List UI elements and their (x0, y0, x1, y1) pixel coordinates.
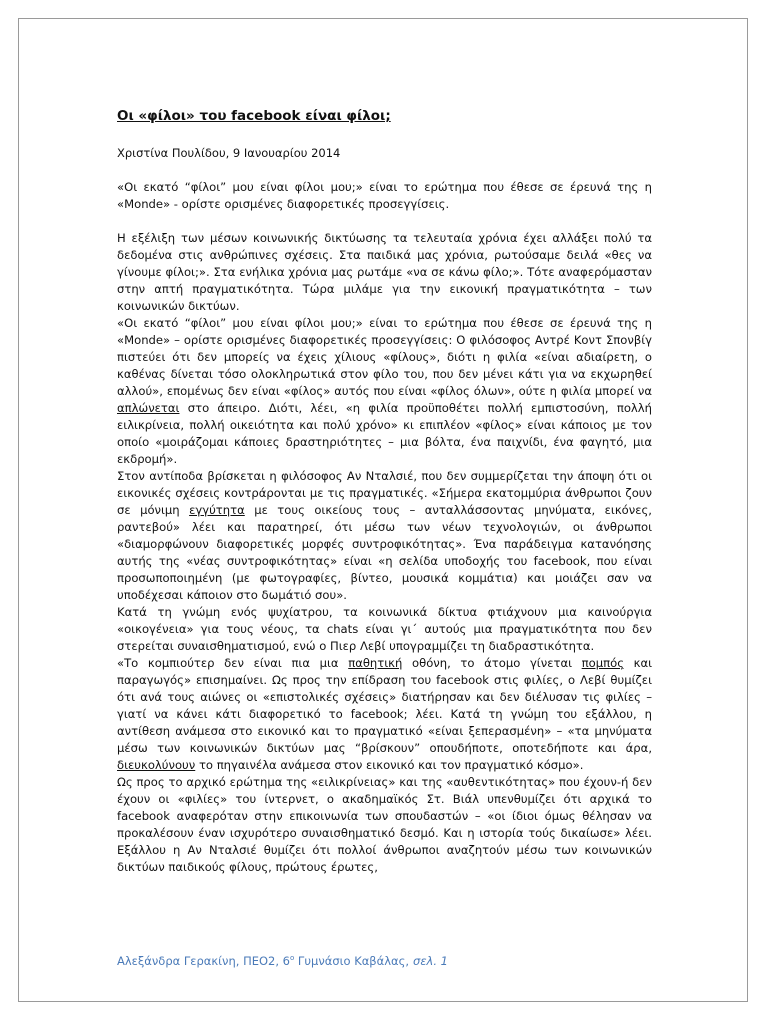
paragraph-5: «Το κομπιούτερ δεν είναι πια μια παθητική οθόνη, το άτομο γίνεται πομπός και παραγωγός» επισημαίνει. Ως προς την επίδραση του facebook στις φιλίες, ο Λεβί θυμίζει ότι ανά τους αιώνες οι «επιστολικές σχέσεις» διατήρησαν και δεν διέλυσαν τις φιλίες – γιατί να κάνει κάτι διαφορετικό το facebook; λέει. Κατά τη γνώμη του εξάλλου, η αντίθεση ανάμεσα στο εικονικό και το πραγματικό «είναι ξεπερασμένη» – «τα μηνύματα μέσω των κοινωνικών δικτύων μας “βρίσκουν” οπουδήποτε, οποτεδήποτε και άρα, διευκολύνουν το πηγαινέλα ανάμεσα στον εικονικό και τον πραγματικό κόσμο». (117, 656, 653, 772)
article-title: Οι «φίλοι» του facebook είναι φίλοι; (117, 108, 391, 124)
underlined-word: διευκολύνουν (117, 758, 196, 772)
page-number: σελ. 1 (413, 954, 448, 968)
article-byline: Χριστίνα Πουλίδου, 9 Ιανουαρίου 2014 (117, 146, 341, 160)
article (117, 106, 652, 876)
paragraph-3: Στον αντίποδα βρίσκεται η φιλόσοφος Αν Νταλσιέ, που δεν συμμερίζεται την άποψη ότι οι εικονικές σχέσεις κοντράρονται με τις πραγματικές. «Σήμερα εκατομμύρια άνθρωποι ζουν σε μόνιμη εγγύτητα με τους οικείους τους – ανταλλάσσοντας μηνύματα, εικόνες, ραντεβού» λέει και παρατηρεί, ότι μέσω των νέων τεχνολογιών, οι άνθρωποι «διαμορφώνουν διαφορετικές μορφές συντροφικότητας». Ένα παράδειγμα κατανόησης αυτής της «νέας συντροφικότητας» είναι «η σελίδα υποδοχής του facebook, που είναι προσωποποιημένη (με φωτογραφίες, βίντεο, μουσικά κομμάτια) και μοιάζει σαν να υποδέχεσαι κάποιον στο δωμάτιό σου». (117, 469, 652, 602)
paragraph-6: Ως προς το αρχικό ερώτημα της «ειλικρίνειας» και της «αυθεντικότητας» που έχουν-ή δεν έχουν οι «φιλίες» του ίντερνετ, ο ακαδημαϊκός Στ. Βιάλ υπενθυμίζει ότι αρχικά το facebook αναφερόταν στην επικοινωνία των σπουδαστών – «οι ίδιοι όμως θέλησαν να προκαλέσουν έναν ισχυρότερο συναισθηματικό δεσμό. Και η ιστορία τούς δικαίωσε» λέει. Εξάλλου η Αν Νταλσιέ θυμίζει ότι πολλοί άνθρωποι αναζητούν μέσω των κοινωνικών δικτύων παιδικούς φίλους, πρώτους έρωτες, (117, 775, 652, 874)
underlined-word: πομπός (581, 656, 624, 670)
underlined-word: εγγύτητα (189, 503, 245, 517)
underlined-word: απλώνεται (117, 401, 180, 415)
paragraph-1: Η εξέλιξη των μέσων κοινωνικής δικτύωσης τα τελευταία χρόνια έχει αλλάξει πολύ τα δεδομένα στις ανθρώπινες σχέσεις. Στα παιδικά μας χρόνια, ρωτούσαμε δειλά «θες να γίνουμε φίλοι;». Στα ενήλικα χρόνια μας ρωτάμε «να σε κάνω φίλο;». Τότε αναφερόμασταν στην απτή πραγματικότητα. Τώρα μιλάμε για την εικονική πραγματικότητα – των κοινωνικών δικτύων. (117, 231, 652, 313)
paragraph-2: «Οι εκατό “φίλοι” μου είναι φίλοι μου;» είναι το ερώτημα που έθεσε σε έρευνά της η «Monde» – ορίστε ορισμένες διαφορετικές προσεγγίσεις: Ο φιλόσοφος Αντρέ Κοντ Σπονβίγ πιστεύει ότι δεν μπορείς να έχεις χίλιους «φίλους», διότι η φιλία «είναι αδιαίρετη, ο καθένας δίνεται τόσο ολοκληρωτικά στον φίλο του, που δεν μένει κάτι για να εκχωρηθεί αλλού», επομένως δεν είναι «φίλος» αυτός που είναι «φίλος όλων», ούτε η φιλία μπορεί να απλώνεται στο άπειρο. Διότι, λέει, «η φιλία προϋποθέτει πολλή εμπιστοσύνη, πολλή ειλικρίνεια, πολλή οικειότητα και πολύ χρόνο» κι επιπλέον «φίλος» είναι κάποιος με τον οποίο «μοιράζομαι κάποιες δραστηριότητες – μια βόλτα, ένα παιχνίδι, ένα φαγητό, μια εκδρομή». (117, 316, 652, 466)
paragraph-4: Κατά τη γνώμη ενός ψυχίατρου, τα κοινωνικά δίκτυα φτιάχνουν μια καινούργια «οικογένεια» για τους νέους, τα chats είναι γι΄ αυτούς μια πραγματικότητα που δεν στερείται συναισθηματισμού, ενώ ο Πιερ Λεβί υπογραμμίζει τη διαδραστικότητα. (117, 605, 652, 653)
underlined-word: παθητική (348, 656, 403, 670)
intro-paragraph: «Οι εκατό “φίλοι” μου είναι φίλοι μου;» είναι το ερώτημα που έθεσε σε έρευνά της η «Monde» - ορίστε ορισμένες διαφορετικές προσεγγίσεις. (117, 180, 652, 211)
page-footer: Αλεξάνδρα Γερακίνη, ΠΕΟ2, $6^o$ Γυμνάσιο Καβάλας, σελ. 1 (117, 954, 448, 968)
